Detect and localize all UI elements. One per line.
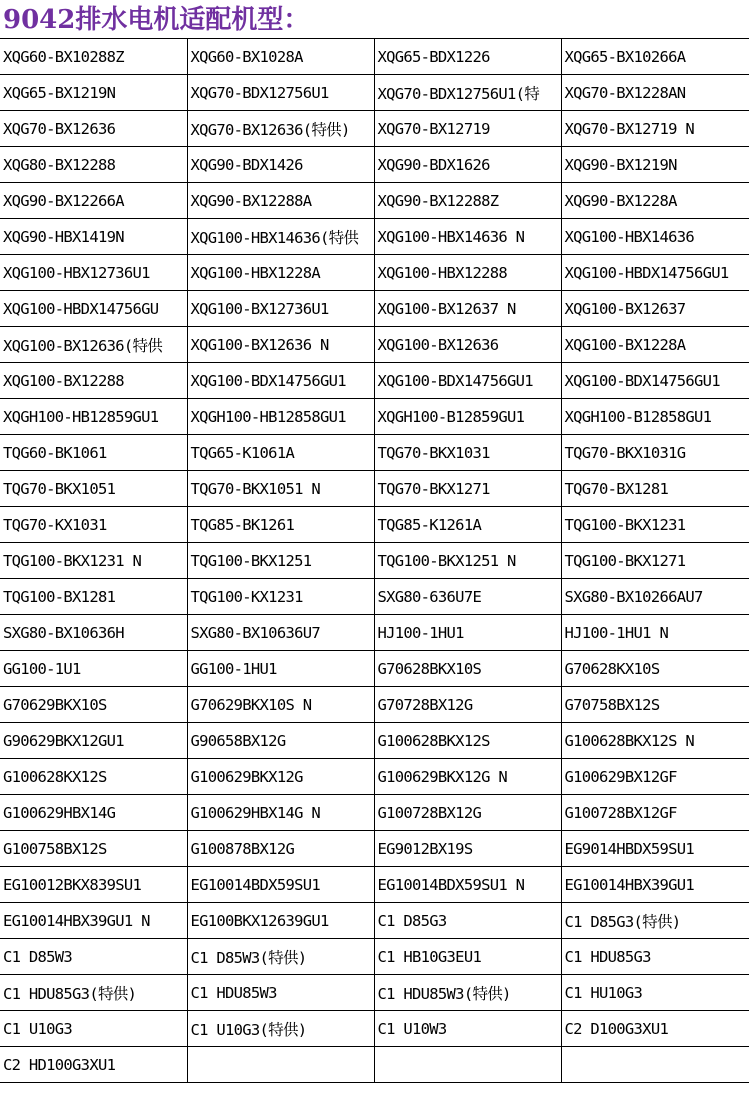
model-cell: GG100-1U1: [0, 651, 187, 687]
table-row: [0, 291, 749, 327]
table-row: [0, 543, 749, 579]
model-cell: EG10014HBX39GU1 N: [0, 903, 187, 939]
table-row: [0, 1011, 749, 1047]
model-cell: XQG100-BDX14756GU1: [187, 363, 374, 399]
model-cell: TQG100-BKX1251 N: [374, 543, 561, 579]
model-cell: TQG100-BKX1271: [561, 543, 749, 579]
model-cell: XQG100-BX12636(特供: [0, 327, 187, 363]
model-cell: XQG100-BX12636: [374, 327, 561, 363]
model-cell: XQG100-BX12636 N: [187, 327, 374, 363]
model-cell: TQG65-K1061A: [187, 435, 374, 471]
model-cell: TQG100-BX1281: [0, 579, 187, 615]
model-cell: XQG100-BDX14756GU1: [561, 363, 749, 399]
model-cell: C2 HD100G3XU1: [0, 1047, 187, 1083]
model-cell: XQG100-BX1228A: [561, 327, 749, 363]
model-cell: TQG85-K1261A: [374, 507, 561, 543]
model-table: [0, 38, 749, 1083]
model-cell: EG9012BX19S: [374, 831, 561, 867]
model-cell: EG10014BDX59SU1: [187, 867, 374, 903]
table-row: [0, 975, 749, 1011]
model-cell: C1 HDU85G3(特供): [0, 975, 187, 1011]
model-cell: G90629BKX12GU1: [0, 723, 187, 759]
model-cell: SXG80-636U7E: [374, 579, 561, 615]
model-cell: XQG90-BX12266A: [0, 183, 187, 219]
model-cell: EG10014BDX59SU1 N: [374, 867, 561, 903]
model-cell: C1 U10W3: [374, 1011, 561, 1047]
model-cell: EG10014HBX39GU1: [561, 867, 749, 903]
model-cell: XQG70-BX12636: [0, 111, 187, 147]
model-cell: G100628BKX12S: [374, 723, 561, 759]
model-cell: XQG90-BX1228A: [561, 183, 749, 219]
model-cell: XQG90-BX12288A: [187, 183, 374, 219]
model-cell: SXG80-BX10636U7: [187, 615, 374, 651]
model-cell: G100629BKX12G: [187, 759, 374, 795]
table-row: [0, 831, 749, 867]
model-cell: TQG70-BKX1031G: [561, 435, 749, 471]
model-cell: XQG90-BX1219N: [561, 147, 749, 183]
model-cell: XQG100-BDX14756GU1: [374, 363, 561, 399]
model-cell: XQG65-BX10266A: [561, 39, 749, 75]
table-row: [0, 75, 749, 111]
model-cell: HJ100-1HU1: [374, 615, 561, 651]
model-cell: HJ100-1HU1 N: [561, 615, 749, 651]
model-cell: G100628BKX12S N: [561, 723, 749, 759]
model-cell: XQG70-BX1228AN: [561, 75, 749, 111]
table-row: [0, 867, 749, 903]
model-cell: XQG80-BX12288: [0, 147, 187, 183]
model-cell: G100629HBX14G: [0, 795, 187, 831]
model-cell: GG100-1HU1: [187, 651, 374, 687]
model-cell: XQG100-HBX12288: [374, 255, 561, 291]
model-cell: XQG70-BDX12756U1(特: [374, 75, 561, 111]
model-cell: C1 D85G3(特供): [561, 903, 749, 939]
model-cell: EG10012BKX839SU1: [0, 867, 187, 903]
table-row: [0, 507, 749, 543]
model-cell: XQG100-HBDX14756GU: [0, 291, 187, 327]
table-row: [0, 183, 749, 219]
model-cell: XQGH100-B12859GU1: [374, 399, 561, 435]
table-row: [0, 759, 749, 795]
model-cell: TQG70-KX1031: [0, 507, 187, 543]
model-cell: G100728BX12G: [374, 795, 561, 831]
model-cell: C2 D100G3XU1: [561, 1011, 749, 1047]
model-cell: TQG100-BKX1251: [187, 543, 374, 579]
table-row: [0, 795, 749, 831]
model-cell: G70629BKX10S N: [187, 687, 374, 723]
model-cell: G100878BX12G: [187, 831, 374, 867]
model-cell: G100628KX12S: [0, 759, 187, 795]
table-row: [0, 939, 749, 975]
table-row: [0, 651, 749, 687]
model-cell: XQG100-HBX14636 N: [374, 219, 561, 255]
model-cell: XQG100-BX12637 N: [374, 291, 561, 327]
table-row: [0, 903, 749, 939]
model-cell: XQG90-BX12288Z: [374, 183, 561, 219]
table-row: [0, 579, 749, 615]
table-row: [0, 39, 749, 75]
table-row: [0, 615, 749, 651]
table-row: [0, 1047, 749, 1083]
model-cell: C1 U10G3: [0, 1011, 187, 1047]
table-row: [0, 255, 749, 291]
table-row: [0, 327, 749, 363]
model-cell: G100758BX12S: [0, 831, 187, 867]
model-cell: XQG60-BX10288Z: [0, 39, 187, 75]
table-row: [0, 723, 749, 759]
model-cell: C1 HDU85W3: [187, 975, 374, 1011]
model-table-body: [0, 39, 749, 1083]
model-cell: C1 D85W3: [0, 939, 187, 975]
table-row: [0, 687, 749, 723]
model-cell: XQG65-BX1219N: [0, 75, 187, 111]
model-cell: C1 HB10G3EU1: [374, 939, 561, 975]
model-cell: TQG85-BK1261: [187, 507, 374, 543]
model-cell: G70728BX12G: [374, 687, 561, 723]
model-cell: [187, 1047, 374, 1083]
table-row: [0, 435, 749, 471]
table-row: [0, 111, 749, 147]
model-cell: XQG100-HBX14636(特供: [187, 219, 374, 255]
model-cell: XQG60-BX1028A: [187, 39, 374, 75]
model-cell: XQG100-BX12288: [0, 363, 187, 399]
model-cell: XQGH100-HB12859GU1: [0, 399, 187, 435]
model-cell: G90658BX12G: [187, 723, 374, 759]
model-cell: G70758BX12S: [561, 687, 749, 723]
model-cell: EG9014HBDX59SU1: [561, 831, 749, 867]
model-cell: TQG70-BKX1051: [0, 471, 187, 507]
model-cell: XQG70-BDX12756U1: [187, 75, 374, 111]
table-row: [0, 363, 749, 399]
model-cell: XQG90-BDX1426: [187, 147, 374, 183]
model-cell: XQG70-BX12719: [374, 111, 561, 147]
model-cell: XQG100-HBX12736U1: [0, 255, 187, 291]
model-cell: C1 HDU85G3: [561, 939, 749, 975]
model-cell: TQG100-KX1231: [187, 579, 374, 615]
model-cell: XQG65-BDX1226: [374, 39, 561, 75]
table-row: [0, 147, 749, 183]
model-cell: TQG70-BKX1271: [374, 471, 561, 507]
model-cell: G70628KX10S: [561, 651, 749, 687]
model-cell: XQG90-BDX1626: [374, 147, 561, 183]
model-cell: EG100BKX12639GU1: [187, 903, 374, 939]
model-cell: [374, 1047, 561, 1083]
page-title: 9042排水电机适配机型：: [3, 5, 310, 35]
model-cell: C1 HU10G3: [561, 975, 749, 1011]
model-cell: XQG100-HBX14636: [561, 219, 749, 255]
model-cell: TQG100-BKX1231 N: [0, 543, 187, 579]
model-cell: TQG70-BKX1031: [374, 435, 561, 471]
model-cell: G100629HBX14G N: [187, 795, 374, 831]
model-cell: C1 D85W3(特供): [187, 939, 374, 975]
model-cell: TQG70-BKX1051 N: [187, 471, 374, 507]
model-cell: G70628BKX10S: [374, 651, 561, 687]
table-row: [0, 399, 749, 435]
model-cell: XQG100-HBX1228A: [187, 255, 374, 291]
model-cell: G100728BX12GF: [561, 795, 749, 831]
model-cell: XQGH100-HB12858GU1: [187, 399, 374, 435]
model-cell: [561, 1047, 749, 1083]
model-cell: SXG80-BX10266AU7: [561, 579, 749, 615]
model-cell: TQG70-BX1281: [561, 471, 749, 507]
model-cell: G100629BKX12G N: [374, 759, 561, 795]
model-cell: XQGH100-B12858GU1: [561, 399, 749, 435]
model-cell: C1 HDU85W3(特供): [374, 975, 561, 1011]
model-cell: XQG70-BX12636(特供): [187, 111, 374, 147]
model-cell: SXG80-BX10636H: [0, 615, 187, 651]
model-cell: G100629BX12GF: [561, 759, 749, 795]
model-cell: XQG100-HBDX14756GU1: [561, 255, 749, 291]
model-cell: G70629BKX10S: [0, 687, 187, 723]
model-cell: XQG100-BX12736U1: [187, 291, 374, 327]
table-row: [0, 471, 749, 507]
model-cell: XQG100-BX12637: [561, 291, 749, 327]
model-cell: TQG60-BK1061: [0, 435, 187, 471]
model-cell: C1 U10G3(特供): [187, 1011, 374, 1047]
table-row: [0, 219, 749, 255]
model-cell: C1 D85G3: [374, 903, 561, 939]
model-cell: XQG70-BX12719 N: [561, 111, 749, 147]
model-cell: XQG90-HBX1419N: [0, 219, 187, 255]
model-cell: TQG100-BKX1231: [561, 507, 749, 543]
